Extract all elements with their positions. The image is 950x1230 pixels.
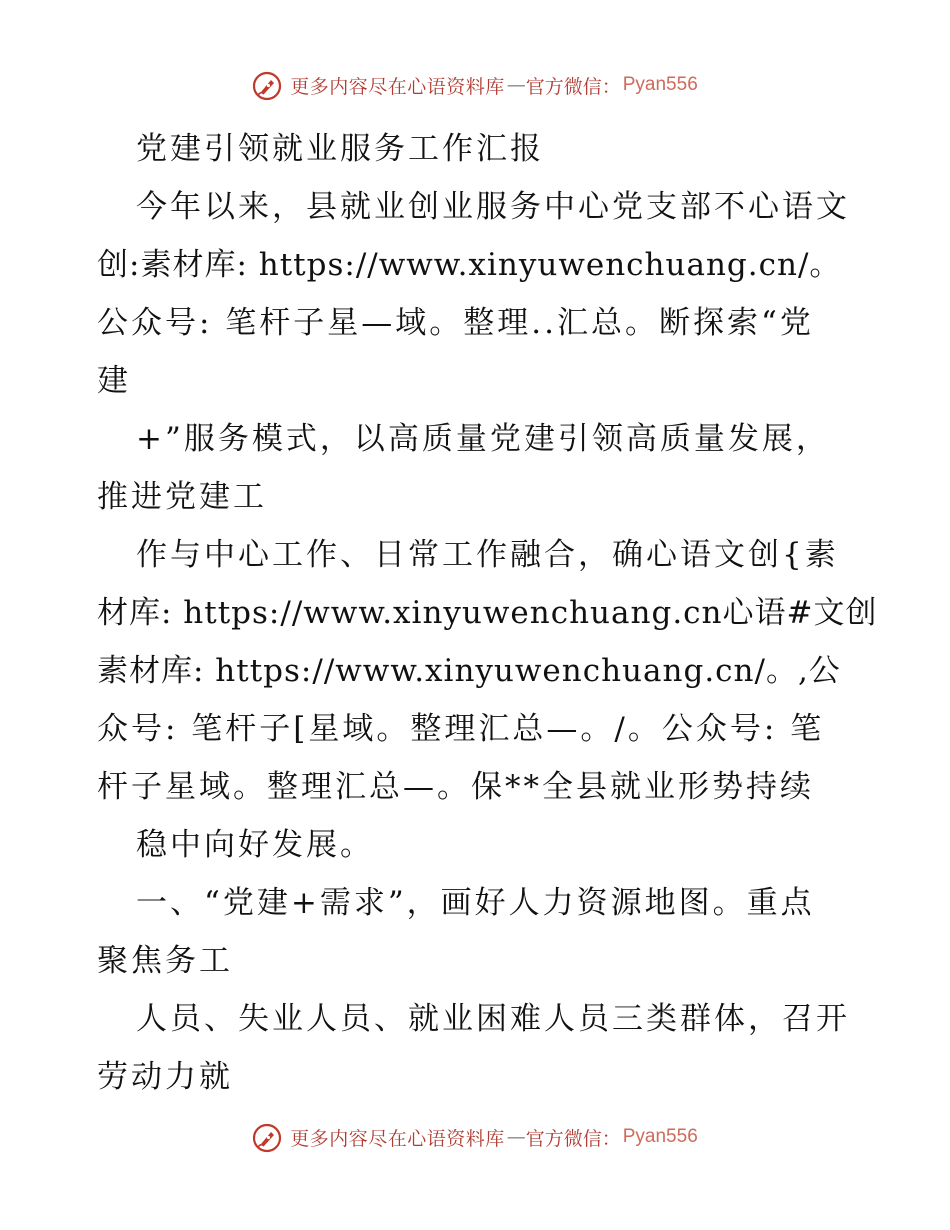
text-line: 作与中心工作、日常工作融合，确心语文创{素	[136, 537, 839, 573]
footer-watermark-banner	[0, 1122, 950, 1152]
banner-account: Pyan556	[622, 1126, 698, 1147]
text-line: 聚焦务工	[97, 943, 233, 979]
text-line: 素材库: https://www.xinyuwenchuang.cn/。,公	[97, 653, 841, 689]
text-line: 今年以来，县就业创业服务中心党支部不心语文	[136, 189, 850, 225]
text-line: 人员、失业人员、就业困难人员三类群体，召开	[136, 1001, 850, 1037]
banner-wechat-label: 官方微信：	[525, 1127, 621, 1150]
text-line: 劳动力就	[97, 1059, 233, 1095]
text-line: 创:素材库: https://www.xinyuwenchuang.cn/。	[97, 247, 842, 283]
banner-text: 更多内容尽在心语资料库	[290, 1127, 505, 1150]
text-line: 众号: 笔杆子[星域。整理汇总—。/。公众号: 笔	[97, 711, 825, 747]
pen-nib-logo-icon	[252, 1123, 282, 1153]
text-line: 杆子星域。整理汇总—。保**全县就业形势持续	[97, 769, 814, 805]
banner-dash: —	[506, 1126, 524, 1148]
pen-nib-logo-icon	[252, 71, 282, 101]
text-line: 稳中向好发展。	[136, 827, 374, 863]
text-line: 推进党建工	[97, 479, 267, 515]
text-line: +”服务模式，以高质量党建引领高质量发展，	[136, 421, 830, 457]
header-watermark-banner	[0, 70, 950, 100]
banner-dash: —	[506, 74, 524, 96]
banner-account: Pyan556	[622, 74, 698, 95]
document-body	[97, 120, 878, 1106]
section-heading: 一、“党建+需求”，画好人力资源地图。重点	[136, 885, 815, 921]
text-line: 材库: https://www.xinyuwenchuang.cn心语#文创	[97, 595, 878, 631]
text-line: 公众号: 笔杆子星—域。整理..汇总。断探索“党	[97, 305, 814, 341]
text-line: 建	[97, 363, 131, 399]
document-title: 党建引领就业服务工作汇报	[136, 131, 544, 167]
banner-text: 更多内容尽在心语资料库	[290, 75, 505, 98]
banner-wechat-label: 官方微信：	[525, 75, 621, 98]
